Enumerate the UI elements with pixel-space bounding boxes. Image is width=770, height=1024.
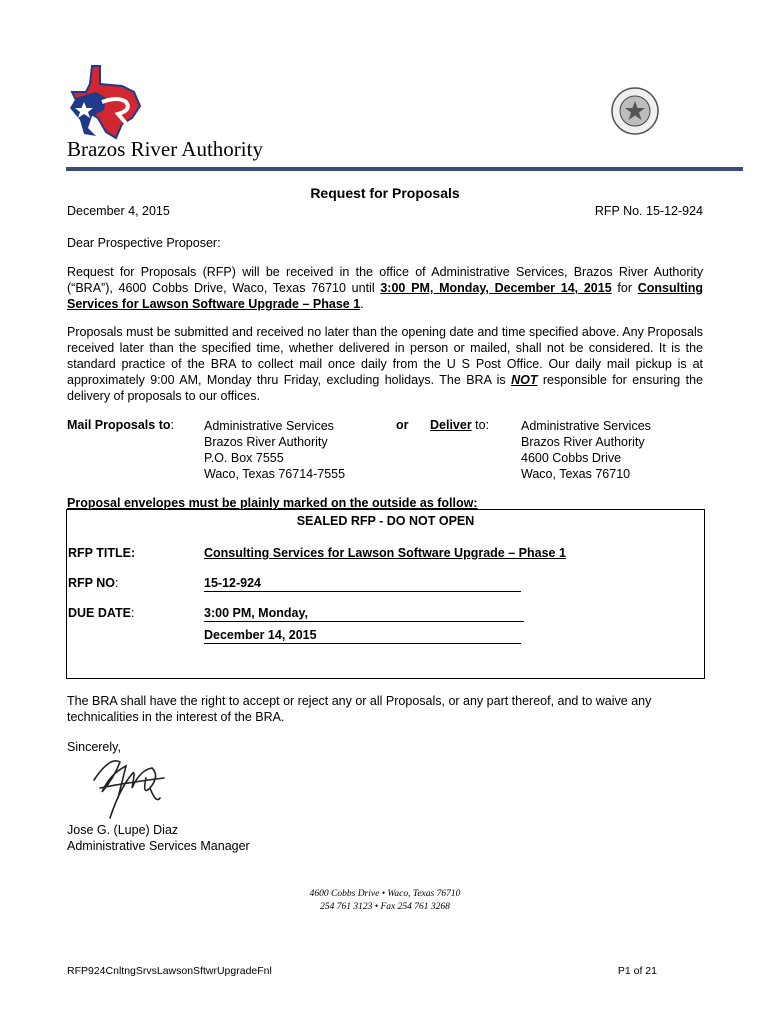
- deliver-address: [521, 418, 651, 482]
- rfp-number: RFP No. 15-12-924: [594, 204, 703, 218]
- rfp-no-underline: [204, 591, 521, 592]
- paragraph-submission: [67, 324, 703, 404]
- footer-address-line2: 254 761 3123 • Fax 254 761 3268: [320, 902, 450, 912]
- intro-deadline: 3:00 PM, Monday, December 14, 2015: [380, 281, 612, 295]
- footer-address-line1: 4600 Cobbs Drive • Waco, Texas 76710: [309, 889, 461, 899]
- intro-text-end: .: [360, 297, 364, 311]
- due-date-colon: :: [130, 606, 135, 620]
- mail-label: Mail Proposals to: [67, 418, 171, 432]
- mail-colon: :: [170, 418, 174, 432]
- organization-name: Brazos River Authority: [67, 137, 263, 161]
- mail-address-line: Administrative Services: [204, 419, 334, 433]
- due-date-underline-1: [204, 621, 524, 622]
- submission-emphasis: NOT: [511, 373, 538, 387]
- submission-text: Proposals must be submitted and received no later than the opening date and time specified above. Any Proposals received later than the specified time, whether delivered in person or mailed, shall not be considered. It is the standard practice of the BRA to collect mail once daily from the U S Post Office. Our daily mail pickup is at approximately 9:00 AM, Monday thru Friday, excluding holidays. The BRA is: [67, 325, 703, 387]
- deliver-word: Deliver: [430, 418, 472, 432]
- intro-project: Consulting Services for Lawson Software Upgrade – Phase 1: [67, 281, 703, 311]
- sealed-notice: SEALED RFP - DO NOT OPEN: [296, 514, 475, 528]
- due-date-label: [68, 606, 134, 620]
- mail-proposals-label: [67, 418, 174, 432]
- page-number: P1 of 21: [617, 965, 657, 977]
- intro-text-for: for: [611, 281, 638, 295]
- due-date-underline-2: [204, 643, 521, 644]
- rfp-no-colon: :: [115, 576, 119, 590]
- due-date-label-text: DUE DATE: [68, 606, 131, 620]
- mail-address-line: P.O. Box 7555: [204, 451, 284, 465]
- deliver-address-line: Waco, Texas 76710: [521, 467, 631, 481]
- mail-address-line: Waco, Texas 76714-7555: [204, 467, 346, 481]
- salutation: Dear Prospective Proposer:: [67, 236, 221, 250]
- mail-address-line: Brazos River Authority: [204, 435, 328, 449]
- rfp-no-value: 15-12-924: [204, 576, 261, 590]
- state-of-texas-seal: [610, 86, 660, 136]
- bra-logo: [66, 62, 146, 142]
- signer-title: Administrative Services Manager: [67, 839, 250, 853]
- closing: Sincerely,: [67, 740, 121, 754]
- document-title: Request for Proposals: [310, 185, 460, 201]
- signer-name: Jose G. (Lupe) Diaz: [67, 823, 179, 837]
- deliver-suffix: to:: [471, 418, 490, 432]
- due-date-line2: December 14, 2015: [204, 628, 317, 642]
- mail-address: [204, 418, 345, 482]
- deliver-label: [430, 418, 489, 432]
- deliver-address-line: Administrative Services: [521, 419, 651, 433]
- letter-date: December 4, 2015: [67, 204, 170, 218]
- submission-text-end: responsible for ensuring the delivery of proposals to our offices.: [67, 373, 703, 403]
- footer-filename: RFP924CnltngSrvsLawsonSftwrUpgradeFnl: [67, 965, 272, 977]
- envelope-heading: Proposal envelopes must be plainly marked on the outside as follow:: [67, 496, 478, 510]
- rfp-no-label-text: RFP NO: [68, 576, 115, 590]
- or-label: or: [396, 418, 409, 432]
- paragraph-rights: The BRA shall have the right to accept or reject any or all Proposals, or any part thereof, and to waive any technicalities in the interest of the BRA.: [67, 694, 652, 724]
- deliver-address-line: 4600 Cobbs Drive: [521, 451, 622, 465]
- signature: [80, 748, 190, 820]
- envelope-label-box: [66, 509, 705, 679]
- intro-text: Request for Proposals (RFP) will be received in the office of Administrative Services, Brazos River Authority (“BRA”), 4600 Cobbs Drive, Waco, Texas 76710 until: [67, 265, 703, 295]
- paragraph-intro: [67, 264, 703, 312]
- rfp-no-label: [68, 576, 118, 590]
- header-rule: [66, 167, 743, 171]
- rfp-title-value: Consulting Services for Lawson Software Upgrade – Phase 1: [204, 546, 566, 560]
- due-date-line1: 3:00 PM, Monday,: [204, 606, 308, 620]
- deliver-address-line: Brazos River Authority: [521, 435, 645, 449]
- rfp-title-label: RFP TITLE:: [68, 546, 136, 560]
